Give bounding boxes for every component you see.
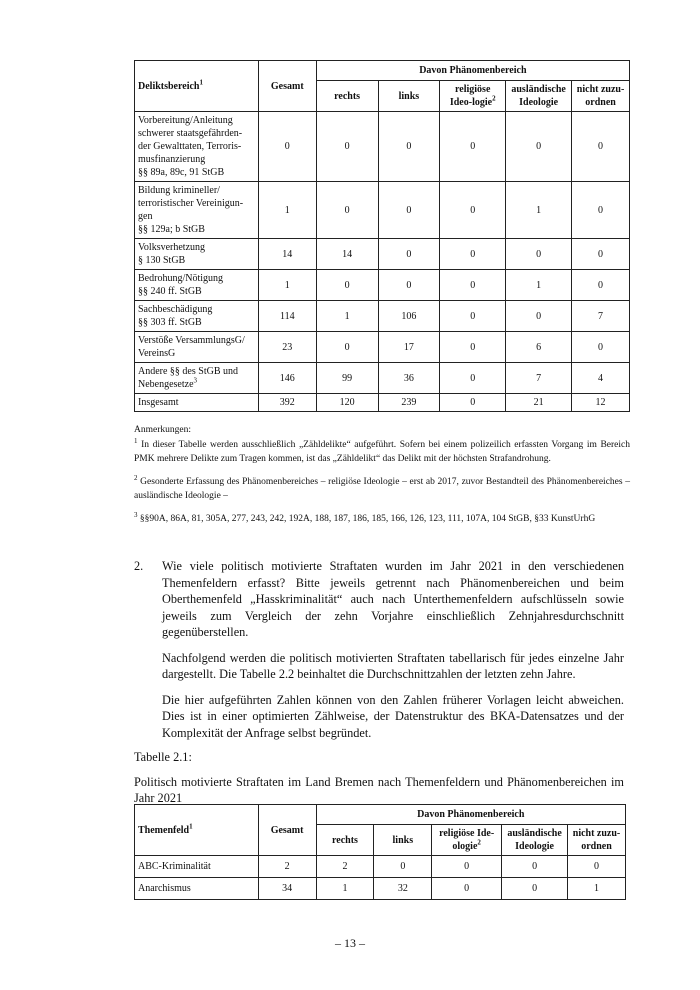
row-label xyxy=(135,182,259,239)
cell-religioese: 0 xyxy=(440,332,506,363)
col-header-nicht: nicht zuzu-ordnen xyxy=(568,825,626,856)
row-label-line: §§ 240 ff. StGB xyxy=(138,286,202,297)
footnote-ref: 3 xyxy=(193,376,198,385)
cell-gesamt: 34 xyxy=(258,878,316,900)
table-row xyxy=(135,363,630,394)
cell-links: 0 xyxy=(374,856,432,878)
cell-rechts: 14 xyxy=(316,239,378,270)
cell-auslaendische: 0 xyxy=(502,856,568,878)
cell-nicht: 1 xyxy=(568,878,626,900)
row-label-line: Verstöße VersammlungsG/ xyxy=(138,335,245,346)
col-header-gesamt: Gesamt xyxy=(258,61,316,112)
row-label-line: §§ 303 ff. StGB xyxy=(138,317,202,328)
theme-table xyxy=(134,804,626,900)
cell-nicht: 0 xyxy=(572,239,630,270)
footnote-1: $^1$ In dieser Tabelle werden ausschließlich „Zähldelikte“ aufgeführt. Sofern bei einem polizeilich erfassten Vorgang im Bereich PMK mehrere Delikte zum Tragen kommen, ist das „Zähldelikt“ das Delikt mit der höchsten Strafandrohung. xyxy=(134,436,630,464)
answer-paragraph-1: Nachfolgend werden die politisch motivierten Straftaten tabellarisch für jedes einzelne Jahr dargestellt. Die Tabelle 2.2 beinhaltet die Durchschnittzahlen der letzten zehn Jahre. xyxy=(162,650,624,681)
row-label: Anarchismus xyxy=(135,878,259,900)
cell-religioese: 0 xyxy=(432,878,502,900)
row-label-line: Volksverhetzung xyxy=(138,242,206,253)
col-header-gesamt: Gesamt xyxy=(258,805,316,856)
cell-religioese: 0 xyxy=(440,239,506,270)
col-header-nicht: nicht zuzu-ordnen xyxy=(572,81,630,112)
cell-religioese: 0 xyxy=(440,301,506,332)
footnote-3: $^3$ §§90A, 86A, 81, 305A, 277, 243, 242, 192A, 188, 187, 186, 185, 166, 126, 123, 111, 107A, 104 StGB, §33 KunstUrhG xyxy=(134,510,596,524)
cell-rechts: 2 xyxy=(316,856,374,878)
cell-links: 0 xyxy=(378,182,440,239)
table-row xyxy=(135,394,630,412)
cell-gesamt: 2 xyxy=(258,856,316,878)
answer-paragraph-2: Die hier aufgeführten Zahlen können von den Zahlen früherer Vorlagen leicht abweichen. Dies ist in einer optimierten Zählweise, der Datenstruktur des BKA-Datensatzes und der Komplexität der Anfrage selbst begründet. xyxy=(162,692,624,740)
cell-nicht: 0 xyxy=(572,182,630,239)
row-label: ABC-Kriminalität xyxy=(135,856,259,878)
cell-auslaendische: 0 xyxy=(502,878,568,900)
cell-religioese: 0 xyxy=(440,394,506,412)
col-header-rechts: rechts xyxy=(316,825,374,856)
cell-rechts: 1 xyxy=(316,878,374,900)
row-label-line: §§ 129a; b StGB xyxy=(138,224,205,235)
table-row xyxy=(135,856,626,878)
col-header-rechts: rechts xyxy=(316,81,378,112)
col-header-davon: Davon Phänomenbereich xyxy=(316,805,625,825)
table-row xyxy=(135,112,630,182)
cell-nicht: 12 xyxy=(572,394,630,412)
table-row xyxy=(135,239,630,270)
cell-religioese: 0 xyxy=(440,112,506,182)
row-label-line: Bildung krimineller/ xyxy=(138,185,220,196)
cell-links: 0 xyxy=(378,239,440,270)
cell-auslaendische: 6 xyxy=(506,332,572,363)
table-row xyxy=(135,878,626,900)
cell-auslaendische: 1 xyxy=(506,182,572,239)
row-label-line: schwerer staatsgefährden- xyxy=(138,128,243,139)
row-label xyxy=(135,112,259,182)
cell-links: 0 xyxy=(378,112,440,182)
col-header-auslaendische: ausländische Ideologie xyxy=(502,825,568,856)
question-text: Wie viele politisch motivierte Straftaten wurden im Jahr 2021 in den verschiedenen Themenfeldern erfasst? Bitte jeweils getrennt nach Phänomenbereichen und beim Oberthemenfeld „Hasskriminalität“ auch nach Unterthemenfeldern aufschlüsseln sowie jeweils zum Vergleich der zehn Vorjahre einschließlich Zehnjahresdurchschnitt gegenüberstellen. xyxy=(162,559,624,639)
body-text xyxy=(134,558,624,807)
cell-links: 36 xyxy=(378,363,440,394)
col-header-davon: Davon Phänomenbereich xyxy=(316,61,629,81)
row-label xyxy=(135,239,259,270)
col-header-auslaendische: ausländische Ideologie xyxy=(506,81,572,112)
table-label: Tabelle 2.1: xyxy=(134,750,192,764)
cell-nicht: 0 xyxy=(572,270,630,301)
row-label-line: gen xyxy=(138,211,153,222)
page-number: – 13 – xyxy=(335,936,365,950)
table-row xyxy=(135,301,630,332)
cell-religioese: 0 xyxy=(432,856,502,878)
cell-rechts: 0 xyxy=(316,182,378,239)
col-header-religioese: religiöse Ideo-logie$^2$ xyxy=(440,81,506,112)
cell-links: 0 xyxy=(378,270,440,301)
cell-auslaendische: 1 xyxy=(506,270,572,301)
cell-auslaendische: 21 xyxy=(506,394,572,412)
notes-title: Anmerkungen: xyxy=(134,425,191,435)
cell-religioese: 0 xyxy=(440,182,506,239)
cell-gesamt: 23 xyxy=(258,332,316,363)
cell-gesamt: 114 xyxy=(258,301,316,332)
row-label xyxy=(135,270,259,301)
cell-gesamt: 0 xyxy=(258,112,316,182)
cell-auslaendische: 0 xyxy=(506,239,572,270)
cell-rechts: 0 xyxy=(316,270,378,301)
table-caption: Politisch motivierte Straftaten im Land Bremen nach Themenfeldern und Phänomenbereichen im Jahr 2021 xyxy=(134,774,624,805)
footnotes xyxy=(134,423,630,535)
cell-auslaendische: 0 xyxy=(506,112,572,182)
question-item xyxy=(134,558,624,641)
row-label-line: Vorbereitung/Anleitung xyxy=(138,115,233,126)
cell-gesamt: 1 xyxy=(258,270,316,301)
row-label-line: Nebengesetze xyxy=(138,379,194,390)
cell-gesamt: 14 xyxy=(258,239,316,270)
row-label xyxy=(135,301,259,332)
cell-rechts: 1 xyxy=(316,301,378,332)
col-header-links: links xyxy=(374,825,432,856)
offense-table xyxy=(134,60,630,412)
cell-gesamt: 146 xyxy=(258,363,316,394)
cell-nicht: 4 xyxy=(572,363,630,394)
cell-nicht: 0 xyxy=(572,332,630,363)
cell-links: 17 xyxy=(378,332,440,363)
question-number: 2. xyxy=(134,559,144,573)
row-label-line: Bedrohung/Nötigung xyxy=(138,273,223,284)
cell-rechts: 0 xyxy=(316,112,378,182)
cell-links: 106 xyxy=(378,301,440,332)
row-label xyxy=(135,363,259,394)
cell-nicht: 7 xyxy=(572,301,630,332)
cell-rechts: 99 xyxy=(316,363,378,394)
cell-religioese: 0 xyxy=(440,363,506,394)
cell-auslaendische: 7 xyxy=(506,363,572,394)
row-label-line: der Gewalttaten, Terroris- xyxy=(138,141,242,152)
col-header-deliktsbereich: Deliktsbereich$^1$ xyxy=(135,61,259,112)
row-label xyxy=(135,394,259,412)
col-header-themenfeld: Themenfeld$^1$ xyxy=(135,805,259,856)
col-header-religioese: religiöse Ide-ologie$^2$ xyxy=(432,825,502,856)
row-label-line: Sachbeschädigung xyxy=(138,304,213,315)
table-row xyxy=(135,332,630,363)
cell-gesamt: 392 xyxy=(258,394,316,412)
cell-links: 32 xyxy=(374,878,432,900)
cell-rechts: 0 xyxy=(316,332,378,363)
row-label-line: musfinanzierung xyxy=(138,154,206,165)
cell-nicht: 0 xyxy=(568,856,626,878)
row-label xyxy=(135,332,259,363)
cell-auslaendische: 0 xyxy=(506,301,572,332)
row-label-line: §§ 89a, 89c, 91 StGB xyxy=(138,167,225,178)
cell-nicht: 0 xyxy=(572,112,630,182)
cell-links: 239 xyxy=(378,394,440,412)
cell-religioese: 0 xyxy=(440,270,506,301)
row-label-line: § 130 StGB xyxy=(138,255,186,266)
footnote-2: $^2$ Gesonderte Erfassung des Phänomenbereiches – religiöse Ideologie – erst ab 2017, zuvor Bestandteil des Phänomenbereiches – ausländische Ideologie – xyxy=(134,473,630,501)
row-label-line: Insgesamt xyxy=(138,397,179,408)
cell-rechts: 120 xyxy=(316,394,378,412)
cell-gesamt: 1 xyxy=(258,182,316,239)
row-label-line: Andere §§ des StGB und xyxy=(138,366,238,377)
row-label-line: terroristischer Vereinigun- xyxy=(138,198,244,209)
table-row xyxy=(135,182,630,239)
col-header-links: links xyxy=(378,81,440,112)
row-label-line: VereinsG xyxy=(138,348,176,359)
table-row xyxy=(135,270,630,301)
